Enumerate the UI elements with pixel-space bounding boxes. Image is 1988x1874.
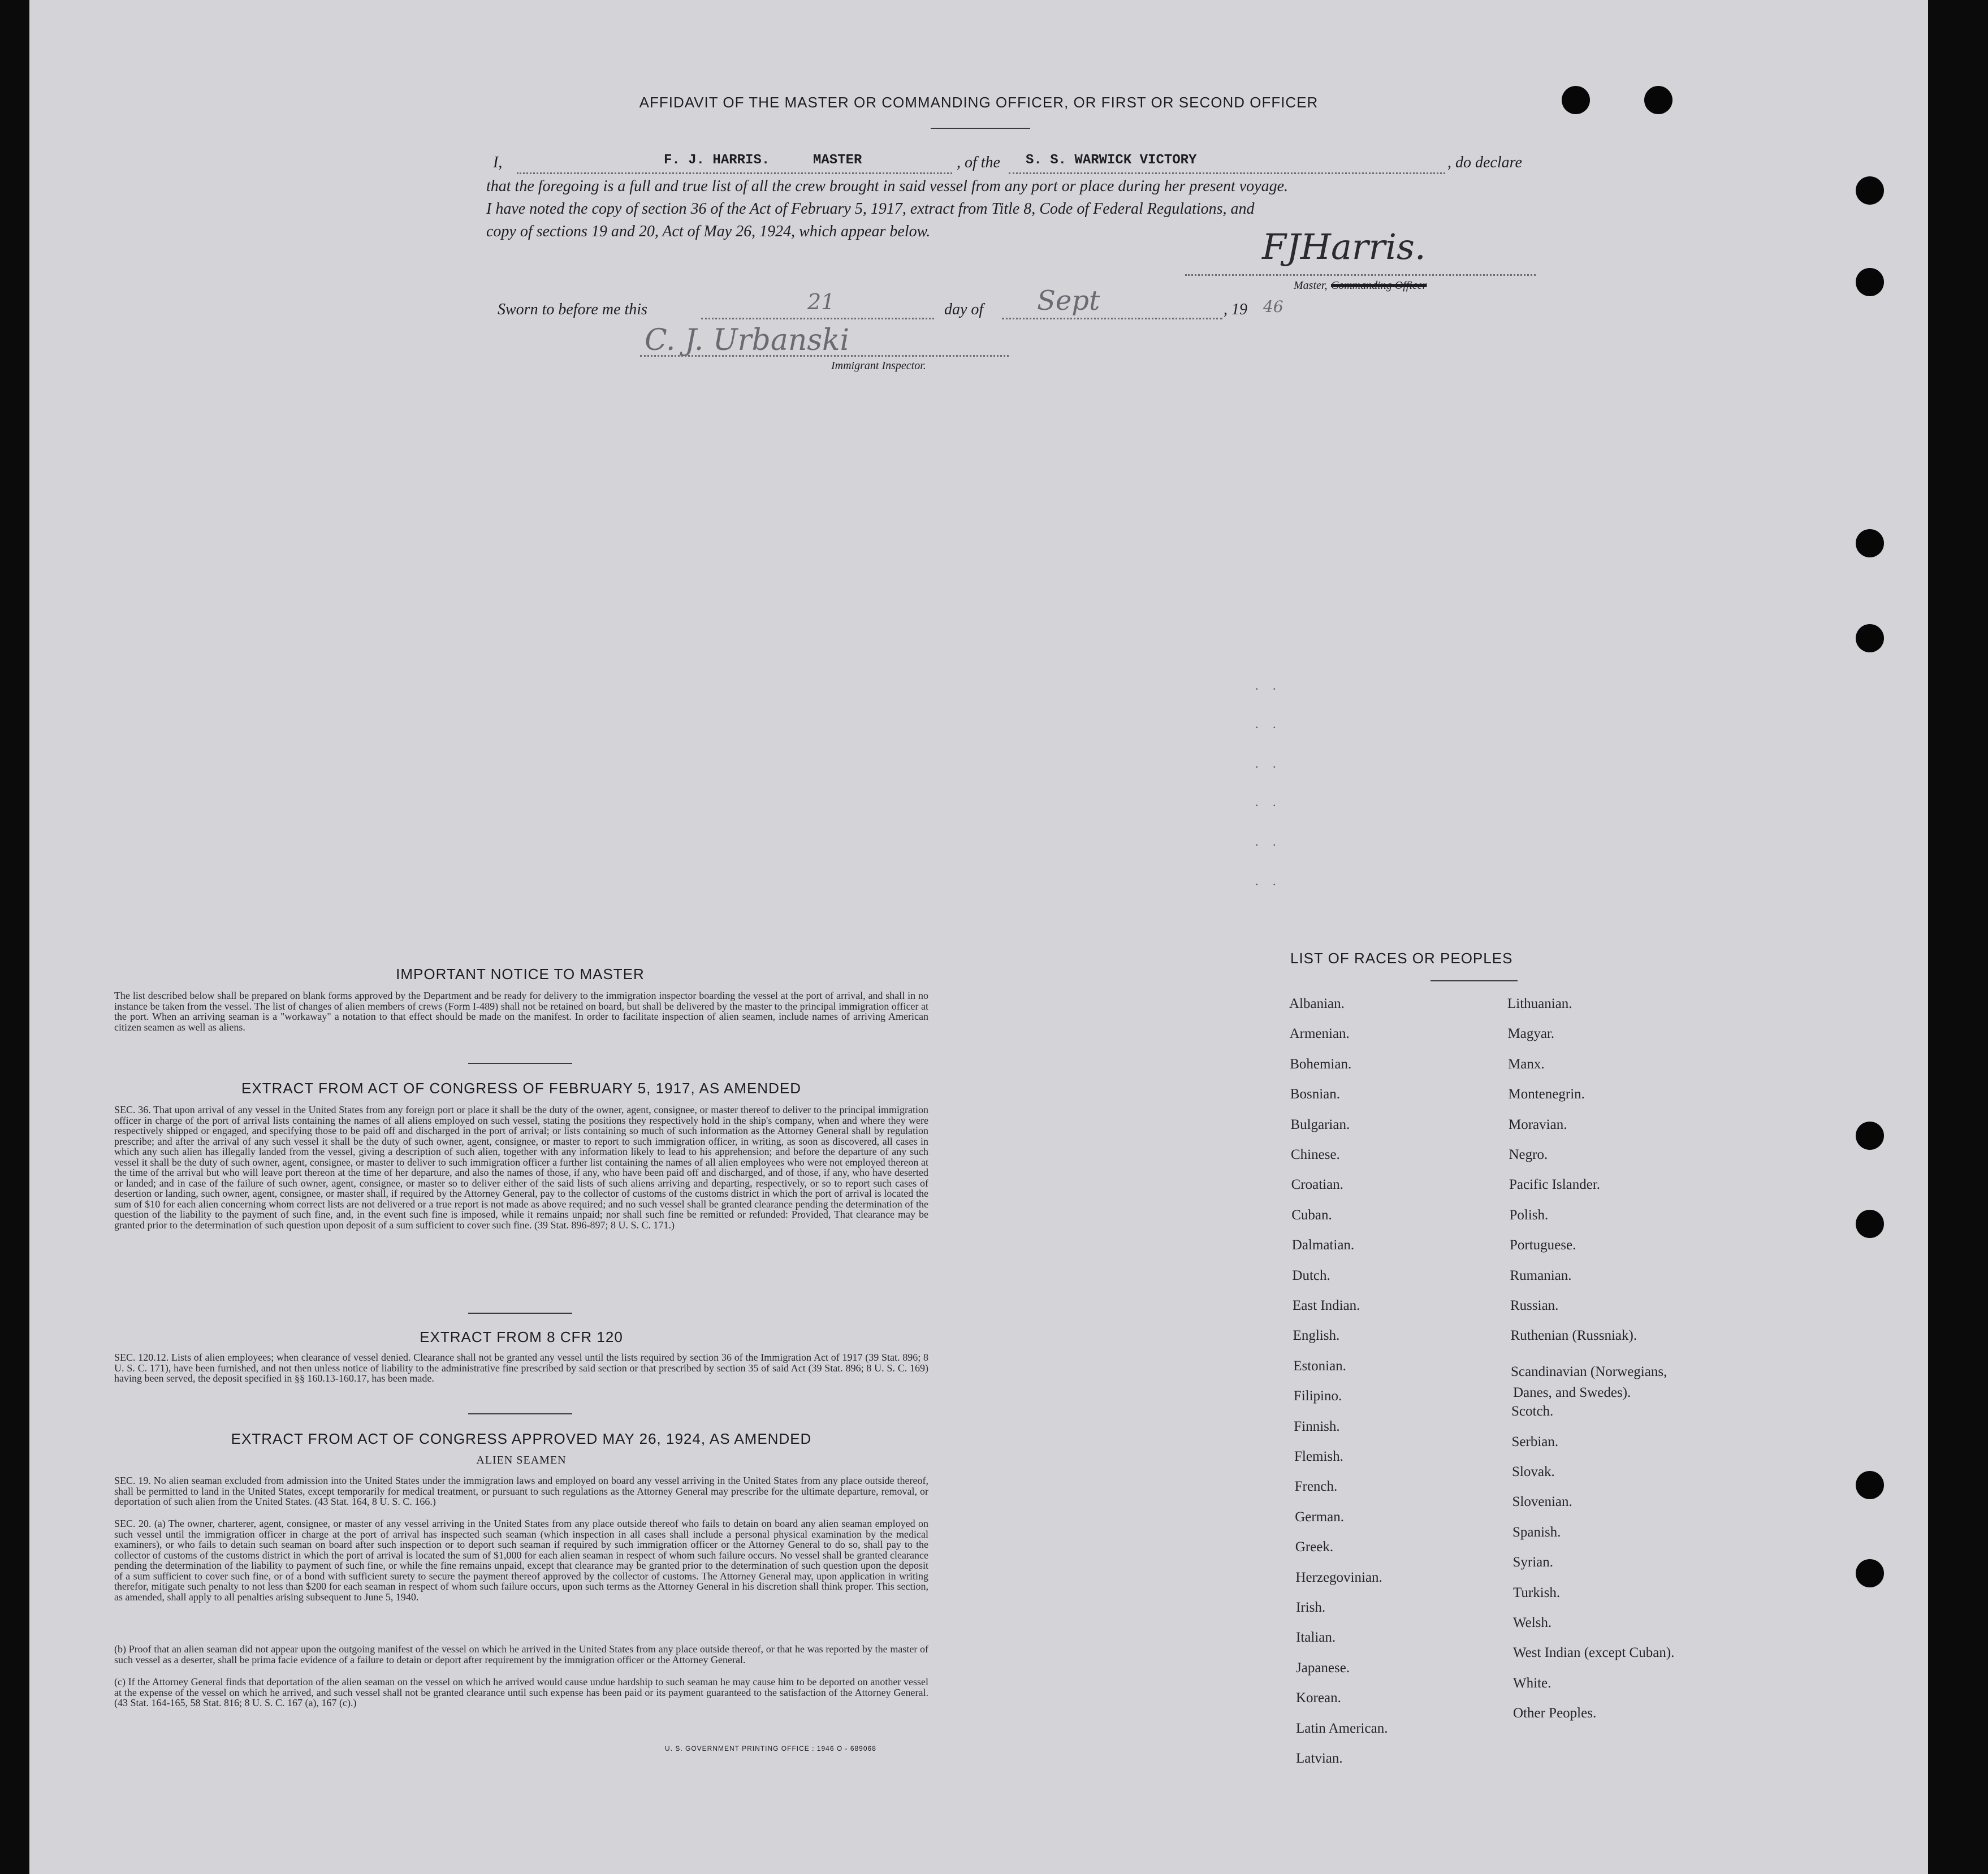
day-blank-line	[701, 318, 934, 319]
race-item: Finnish.	[1294, 1418, 1340, 1434]
affidavit-i: I,	[493, 154, 503, 171]
name-blank-line	[517, 172, 952, 174]
race-item: Croatian.	[1291, 1177, 1343, 1193]
affidavit-title: AFFIDAVIT OF THE MASTER OR COMMANDING OFFICER, OR FIRST OR SECOND OFFICER	[639, 94, 1319, 111]
punch-hole	[1856, 529, 1884, 557]
races-title: LIST OF RACES OR PEOPLES	[1290, 950, 1513, 967]
master-rank: MASTER	[813, 153, 862, 168]
extract-1917-text: SEC. 36. That upon arrival of any vessel in the United States from any foreign port or place it shall be the duty of the owner, agent, consignee, or master thereof to deliver to the principal immigration officer in charge of the port of arrival lists containing the names of all aliens employed on such vessel, stating the positions they respectively hold in the ship's company, when and where they were respectively shipped or engaged, and specifying those to be paid off and discharged in the port of arrival; or lists containing so much of such information as the Attorney General shall by regulation prescribe; and after the arrival of any such vessel it shall be the duty of such owner, agent, consignee, or master to report to such immigration officer, in writing, as soon as discovered, all cases in which any such alien has illegally landed from the vessel, giving a description of such alien, together with any information likely to lead to his apprehension; and before the departure of any such vessel it shall be the duty of such owner, agent, consignee, or master to deliver to such immigration officer a further list containing the names of all alien employees who were not employed thereon at the time of the arrival but who will leave port thereon at the time of her departure, and also the names of those, if any, who have been paid off and discharged, and of those, if any, who have deserted or landed; and in case of the failure of such owner, agent, consignee, or master so to deliver either of the said lists of such aliens arriving and departing, respectively, or so to report such cases of desertion or landing, such owner, agent, consignee, or master shall, if required by the Attorney General, pay to the collector of customs of the customs district in which the port of arrival is located the sum of $10 for each alien concerning whom correct lists are not delivered or a true report is not made as above required; and no such vessel shall be granted clearance pending the determination of the question of the liability to the payment of such fine, and, in the event such fine is imposed, while it remains unpaid; nor shall such fine be remitted or refunded: Provided, That clearance may be granted prior to the determination of such question upon deposit of a sum sufficient to cover such fine. (39 Stat. 896-897; 8 U. S. C. 171.)	[114, 1104, 928, 1231]
race-item: Slovak.	[1512, 1464, 1555, 1479]
race-item: White.	[1513, 1675, 1551, 1691]
race-item: Scotch.	[1511, 1404, 1554, 1419]
printer-imprint: U. S. GOVERNMENT PRINTING OFFICE : 1946 O - 689068	[665, 1745, 876, 1752]
race-item: Turkish.	[1513, 1585, 1561, 1600]
leader-dots: . .	[1255, 756, 1282, 771]
inspector-line	[640, 355, 1009, 357]
race-item: Albanian.	[1289, 996, 1345, 1011]
race-item: Greek.	[1295, 1539, 1334, 1555]
master-caption: Master,	[1294, 279, 1328, 292]
alien-seamen-subtitle: ALIEN SEAMEN	[476, 1454, 567, 1466]
document-page	[29, 0, 1928, 1874]
race-item: Latvian.	[1296, 1751, 1343, 1766]
race-item: Spanish.	[1512, 1524, 1561, 1540]
notice-text: The list described below shall be prepared on blank forms approved by the Department and be ready for delivery to the immigration inspector boarding the vessel at the port of arrival, and shall in no instance be taken from the vessel. The list of changes of alien members of crews (Form I-489) shall not be retained on board, but shall be delivered by the master to the principal immigration officer at the port. When an arriving seaman is a "workaway" a notation to that effect should be made on the manifest. In order to facilitate inspection of alien seamen, include names of arriving American citizen seamen as well as aliens.	[114, 990, 928, 1033]
race-item: Magyar.	[1507, 1026, 1555, 1042]
vessel-name: S. S. WARWICK VICTORY	[1026, 153, 1197, 168]
race-item: Bulgarian.	[1290, 1116, 1350, 1132]
race-item: Russian.	[1510, 1298, 1559, 1313]
month-value: Sept	[1037, 285, 1100, 317]
divider	[468, 1063, 572, 1064]
race-item: Korean.	[1296, 1690, 1341, 1706]
race-item: German.	[1295, 1509, 1344, 1525]
affidavit-line-4: copy of sections 19 and 20, Act of May 26, 1924, which appear below.	[486, 223, 931, 240]
race-item: Syrian.	[1512, 1555, 1554, 1570]
race-item: Latin American.	[1296, 1720, 1388, 1736]
race-item: Filipino.	[1293, 1388, 1342, 1404]
race-item: Ruthenian (Russniak).	[1510, 1328, 1637, 1344]
title-underline	[931, 128, 1030, 129]
punch-hole	[1856, 268, 1884, 296]
race-item: Rumanian.	[1510, 1267, 1572, 1283]
races-title-underline	[1431, 980, 1518, 981]
race-item: Armenian.	[1289, 1026, 1350, 1042]
race-item: Danes, and Swedes).	[1513, 1385, 1631, 1401]
punch-hole	[1856, 1559, 1884, 1587]
race-item: Irish.	[1296, 1600, 1326, 1615]
do-declare-text: , do declare	[1447, 154, 1522, 171]
race-item: French.	[1294, 1479, 1338, 1495]
section-20c-text: (c) If the Attorney General finds that deportation of the alien seaman on the vessel on which he arrived would cause undue hardship to such seaman he may cause him to be deported on another vessel at the expense of the vessel on which he arrived, and such vessel shall not be granted clearance until such expense has been paid or its payment guaranteed to the satisfaction of the Attorney General. (43 Stat. 164-165, 58 Stat. 816; 8 U. S. C. 167 (a), 167 (c).)	[114, 1676, 928, 1708]
race-item: Negro.	[1509, 1147, 1548, 1162]
section-20b-text: (b) Proof that an alien seaman did not appear upon the outgoing manifest of the vessel on which he arrived in the United States from any place outside thereof, or that he was reported by the master of such vessel as a deserter, shall be prima facie evidence of a failure to detain or deport after requirement by the immigration officer or the Attorney General.	[114, 1643, 928, 1665]
divider	[468, 1413, 572, 1414]
day-value: 21	[807, 289, 835, 314]
section-19-text: SEC. 19. No alien seaman excluded from admission into the United States under the immigration laws and employed on board any vessel arriving in the United States from any place outside thereof, shall be permitted to land in the United States, except temporarily for medical treatment, or pursuant to such regulations as the Attorney General may prescribe for the ultimate departure, removal, or deportation of such alien from the United States. (43 Stat. 164, 8 U. S. C. 166.)	[114, 1475, 928, 1507]
race-item: Other Peoples.	[1513, 1706, 1597, 1721]
race-item: Bosnian.	[1290, 1087, 1340, 1102]
race-item: Slovenian.	[1512, 1494, 1572, 1510]
race-item: East Indian.	[1293, 1298, 1360, 1313]
race-item: Italian.	[1296, 1630, 1336, 1646]
race-item: West Indian (except Cuban).	[1513, 1645, 1675, 1661]
scan-border	[1928, 0, 1988, 1874]
race-item: Cuban.	[1291, 1207, 1332, 1223]
extract-1924-title: EXTRACT FROM ACT OF CONGRESS APPROVED MAY 26, 1924, AS AMENDED	[231, 1430, 812, 1447]
race-item: Japanese.	[1296, 1660, 1350, 1676]
master-struck-caption: Commanding Officer	[1331, 279, 1427, 292]
race-item: Montenegrin.	[1508, 1087, 1585, 1102]
master-signature: FJHarris.	[1262, 226, 1426, 267]
leader-dots: . .	[1255, 678, 1282, 693]
extract-1917-title: EXTRACT FROM ACT OF CONGRESS OF FEBRUARY 5, 1917, AS AMENDED	[241, 1080, 801, 1097]
punch-hole	[1856, 1122, 1884, 1150]
divider	[468, 1313, 572, 1314]
affidavit-line-2: that the foregoing is a full and true list of all the crew brought in said vessel from any port or place during her present voyage.	[486, 178, 1289, 195]
race-item: Bohemian.	[1290, 1056, 1352, 1072]
year-prefix: , 19	[1224, 301, 1247, 318]
punch-hole	[1856, 1471, 1884, 1499]
day-of-text: day of	[944, 301, 984, 318]
race-item: Moravian.	[1509, 1116, 1567, 1132]
race-item: Portuguese.	[1510, 1237, 1576, 1253]
vessel-blank-line	[1009, 172, 1445, 174]
section-20a-text: SEC. 20. (a) The owner, charterer, agent, consignee, or master of any vessel arriving in the United States from any place outside thereof who fails to detain on board any alien seaman employed on such vessel until the immigration officer in charge at the port of arrival has inspected such seaman (which inspection in all cases shall include a personal physical examination by the medical examiners), or who fails to detain such seaman on board after such inspection or to deport such seaman if required by such immigration officer or the Attorney General to do so, shall pay to the collector of customs of the customs district in which the port of arrival is located the sum of $1,000 for each alien seaman in respect of whom such failure occurs. No vessel shall be granted clearance pending the determination of the liability to payment of such fine, or while the fine remains unpaid, except that clearance may be granted prior to the determination of such question upon the deposit of a sum sufficient to cover such fine, or of a bond with sufficient surety to secure the payment thereof approved by the collector of customs. The Attorney General may, upon application in writing therefor, mitigate such penalty to not less than $200 for each seaman in respect of whom such failure occurs, upon such terms as the Attorney General in his discretion shall think proper. This section, as amended, shall apply to all penalties arising subsequent to June 5, 1940.	[114, 1518, 928, 1603]
race-item: Welsh.	[1513, 1615, 1552, 1630]
race-item: Scandinavian (Norwegians,	[1511, 1364, 1667, 1379]
race-item: Herzegovinian.	[1295, 1569, 1382, 1585]
year-value: 46	[1263, 297, 1283, 316]
punch-hole	[1856, 1210, 1884, 1238]
race-item: English.	[1293, 1328, 1340, 1344]
inspector-signature: C. J. Urbanski	[645, 323, 850, 357]
leader-dots: . .	[1255, 717, 1282, 731]
master-name: F. J. HARRIS.	[664, 153, 770, 168]
signature-line	[1185, 274, 1536, 276]
notice-title: IMPORTANT NOTICE TO MASTER	[396, 966, 645, 983]
month-blank-line	[1002, 318, 1222, 319]
sworn-text: Sworn to before me this	[498, 301, 647, 318]
race-item: Flemish.	[1294, 1449, 1343, 1464]
race-item: Chinese.	[1291, 1147, 1340, 1162]
punch-hole	[1856, 624, 1884, 652]
leader-dots: . .	[1255, 874, 1282, 888]
race-item: Serbian.	[1511, 1434, 1559, 1449]
race-item: Dutch.	[1292, 1267, 1330, 1283]
race-item: Pacific Islander.	[1509, 1177, 1601, 1193]
race-item: Estonian.	[1293, 1358, 1346, 1374]
race-item: Dalmatian.	[1291, 1237, 1355, 1253]
of-the-text: , of the	[957, 154, 1000, 171]
race-item: Manx.	[1508, 1056, 1545, 1072]
punch-hole	[1856, 176, 1884, 205]
race-item: Polish.	[1509, 1207, 1549, 1223]
leader-dots: . .	[1255, 834, 1282, 849]
extract-cfr-title: EXTRACT FROM 8 CFR 120	[420, 1328, 623, 1345]
affidavit-line-3: I have noted the copy of section 36 of the Act of February 5, 1917, extract from Title 8, Code of Federal Regulations, and	[486, 200, 1255, 218]
inspector-caption: Immigrant Inspector.	[831, 360, 926, 372]
race-item: Lithuanian.	[1507, 996, 1572, 1011]
leader-dots: . .	[1255, 795, 1282, 809]
extract-cfr-text: SEC. 120.12. Lists of alien employees; when clearance of vessel denied. Clearance shall not be granted any vessel until the lists required by section 36 of the Immigration Act of 1917 (39 Stat. 896; 8 U. S. C. 171), have been furnished, and not then unless notice of liability to the administrative fine prescribed by said section or that prescribed by section 35 of said Act (39 Stat. 896; 8 U. S. C. 169) having been served, the deposit specified in §§ 160.13-160.17, has been made.	[114, 1352, 928, 1384]
